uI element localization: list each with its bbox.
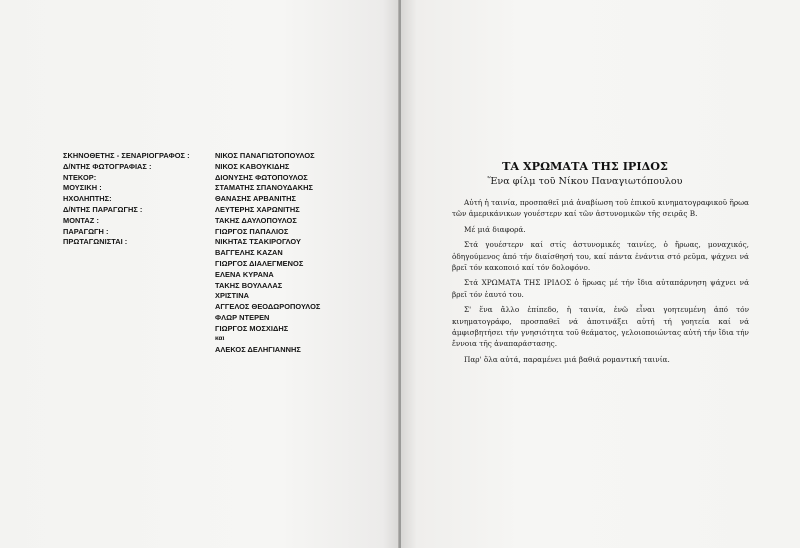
credit-row bbox=[63, 194, 383, 205]
cast-row bbox=[63, 313, 383, 324]
credit-row bbox=[63, 162, 383, 173]
credit-role: ΠΡΩΤΑΓΩΝΙΣΤΑΙ : bbox=[63, 237, 128, 247]
synopsis-paragraph: Στά ΧΡΩΜΑΤΑ ΤΗΣ ΙΡΙΔΟΣ ὁ ἥρωας μέ τήν ἴδια αὐταπάρνηση ψάχνει νά βρεῖ τόν ἑαυτό του. bbox=[452, 278, 749, 299]
cast-name: ΧΡΙΣΤΙΝΑ bbox=[215, 291, 249, 301]
credit-name: ΣΤΑΜΑΤΗΣ ΣΠΑΝΟΥΔΑΚΗΣ bbox=[215, 183, 313, 193]
cast-row bbox=[63, 291, 383, 302]
cast-name: ΑΛΕΚΟΣ ΔΕΛΗΓΙΑΝΝΗΣ bbox=[215, 345, 301, 355]
cast-name: ΦΛΩΡ ΝΤΕΡΕΝ bbox=[215, 312, 270, 322]
credit-row bbox=[63, 173, 383, 184]
cast-name: ΤΑΚΗΣ ΒΟΥΛΑΛΑΣ bbox=[215, 280, 283, 290]
synopsis bbox=[452, 197, 749, 369]
cast-conjunction: και bbox=[215, 334, 225, 342]
cast-row bbox=[63, 302, 383, 313]
credit-role: ΗΧΟΛΗΠΤΗΣ: bbox=[63, 194, 112, 204]
cast-name: ΓΙΩΡΓΟΣ ΜΟΣΧΙΔΗΣ bbox=[215, 323, 289, 333]
credit-role: ΜΟΥΣΙΚΗ : bbox=[63, 183, 102, 193]
cast-row bbox=[63, 248, 383, 259]
synopsis-paragraph: Μέ μιά διαφορά. bbox=[464, 224, 526, 234]
credit-name: ΔΙΟΝΥΣΗΣ ΦΩΤΟΠΟΥΛΟΣ bbox=[215, 172, 308, 182]
cast-conjunction-row bbox=[63, 335, 383, 346]
credit-row bbox=[63, 151, 383, 162]
credits-list bbox=[63, 151, 383, 356]
film-title: ΤΑ ΧΡΩΜΑΤΑ ΤΗΣ ΙΡΙΔΟΣ bbox=[502, 159, 668, 173]
credit-name: ΓΙΩΡΓΟΣ ΠΑΠΑΛΙΟΣ bbox=[215, 226, 289, 236]
credit-row bbox=[63, 183, 383, 194]
cast-row bbox=[63, 270, 383, 281]
cast-name: ΓΙΩΡΓΟΣ ΔΙΑΛΕΓΜΕΝΟΣ bbox=[215, 258, 304, 268]
credit-role: ΝΤΕΚΟΡ: bbox=[63, 172, 97, 182]
credit-role: ΠΑΡΑΓΩΓΗ : bbox=[63, 226, 109, 236]
credit-role: Δ/ΝΤΗΣ ΦΩΤΟΓΡΑΦΙΑΣ : bbox=[63, 161, 152, 171]
credit-row bbox=[63, 216, 383, 227]
credit-name: ΝΙΚΟΣ ΠΑΝΑΓΙΩΤΟΠΟΥΛΟΣ bbox=[215, 151, 315, 160]
credit-name: ΝΙΚΟΣ ΚΑΒΟΥΚΙΔΗΣ bbox=[215, 161, 290, 171]
credit-row bbox=[63, 237, 383, 248]
cast-name: ΒΑΓΓΕΛΗΣ ΚΑΖΑΝ bbox=[215, 248, 283, 258]
credit-name: ΛΕΥΤΕΡΗΣ ΧΑΡΩΝΙΤΗΣ bbox=[215, 204, 300, 214]
credit-role: ΣΚΗΝΟΘΕΤΗΣ - ΣΕΝΑΡΙΟΓΡΑΦΟΣ : bbox=[63, 151, 190, 160]
left-page bbox=[0, 0, 399, 548]
credit-role: Δ/ΝΤΗΣ ΠΑΡΑΓΩΓΗΣ : bbox=[63, 204, 143, 214]
cast-row bbox=[63, 259, 383, 270]
credit-role: ΜΟΝΤΑΖ : bbox=[63, 215, 99, 225]
cast-name: ΑΓΓΕΛΟΣ ΘΕΟΔΩΡΟΠΟΥΛΟΣ bbox=[215, 302, 321, 312]
credit-row bbox=[63, 205, 383, 216]
credit-name: ΝΙΚΗΤΑΣ ΤΣΑΚΙΡΟΓΛΟΥ bbox=[215, 237, 302, 247]
credit-name: ΘΑΝΑΣΗΣ ΑΡΒΑΝΙΤΗΣ bbox=[215, 194, 297, 204]
cast-row bbox=[63, 324, 383, 335]
credit-row bbox=[63, 227, 383, 238]
credit-name: ΤΑΚΗΣ ΔΑΥΛΟΠΟΥΛΟΣ bbox=[215, 215, 297, 225]
synopsis-paragraph: Στά γουέστερν καί στίς ἀστυνομικές ταινίες, ὁ ἥρωας, μοναχικός, ὁδηγούμενος ἀπό τήν διαίσθησή του, καί πάντα ἐνάντια στό ρεῦμα, ψάχνει νά βρεῖ τόν κακοποιό καί τόν δολοφόνο. bbox=[452, 240, 749, 273]
synopsis-paragraph: Αὐτή ἡ ταινία, προσπαθεῖ μιά ἀναβίωση τοῦ ἐπικοῦ κινηματογραφικοῦ ἥρωα τῶν ἀμερικάνικων γουέστερν καί τῶν ἀστυνομικῶν τῆς σειρᾶς Β. bbox=[452, 198, 749, 219]
cast-row bbox=[63, 281, 383, 292]
synopsis-paragraph: Σ' ἕνα ἄλλο ἐπίπεδο, ἡ ταινία, ἐνῶ εἶναι γοητευμένη ἀπό τόν κινηματογράφο, προσπαθεῖ νά ἀποτινάξει αὐτή τή γοητεία καί νά ἀμφισβητήσει τήν γνησιότητα τοῦ θεάματος, γελοιοποιώντας αὐτή τήν ἴδια τήν ἔννοια τῆς ἀναπαράστασης. bbox=[452, 305, 749, 349]
synopsis-paragraph: Παρ' ὅλα αὐτά, παραμένει μιά βαθιά ρομαντική ταινία. bbox=[464, 354, 670, 364]
film-subtitle: Ἕνα φίλμ τοῦ Νίκου Παναγιωτόπουλου bbox=[487, 176, 683, 187]
cast-row bbox=[63, 345, 383, 356]
cast-name: ΕΛΕΝΑ ΚΥΡΑΝΑ bbox=[215, 269, 274, 279]
